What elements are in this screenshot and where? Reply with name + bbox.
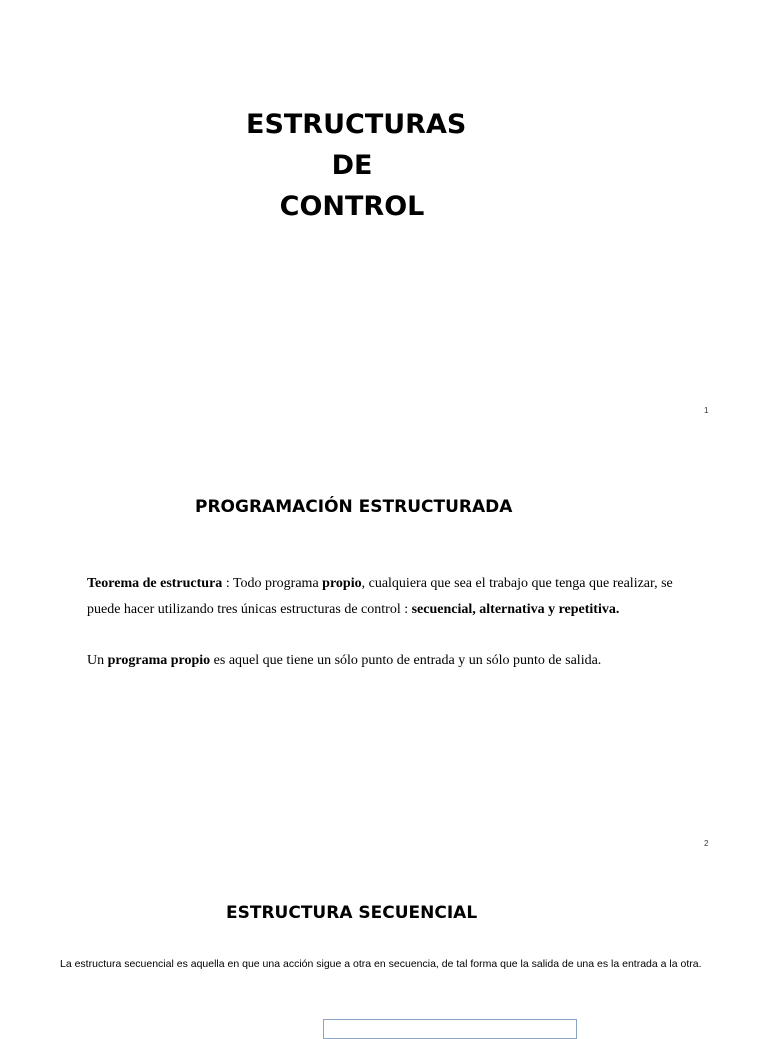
definition-text-b: es aquel que tiene un sólo punto de entrada y un sólo punto de salida. <box>210 653 602 668</box>
definition-text-a: Un <box>87 653 108 668</box>
theorem-term: Teorema de estructura <box>87 576 223 591</box>
theorem-paragraph <box>87 571 707 623</box>
diagram-box <box>323 1019 577 1039</box>
heading-estructura-secuencial: ESTRUCTURA SECUENCIAL <box>226 903 478 923</box>
definition-term: programa propio <box>107 653 211 668</box>
heading-programacion-estructurada: PROGRAMACIÓN ESTRUCTURADA <box>195 497 513 517</box>
page-number-2: 2 <box>704 839 709 848</box>
title-line-2: DE <box>331 150 373 181</box>
theorem-propio: propio <box>322 576 362 591</box>
title-line-1: ESTRUCTURAS <box>246 109 467 140</box>
page-number-1: 1 <box>704 406 709 415</box>
title-line-3: CONTROL <box>279 191 425 222</box>
theorem-text-b: , cualquiera que sea el trabajo que tenga que realizar, se puede hacer utilizando tres únicas estructuras de control : <box>87 576 673 617</box>
sequential-description: La estructura secuencial es aquella en que una acción sigue a otra en secuencia, de tal forma que la salida de una es la entrada a la otra. <box>60 958 702 970</box>
document-title <box>246 104 467 227</box>
definition-paragraph <box>87 648 707 674</box>
theorem-text-a: : Todo programa <box>222 576 323 591</box>
theorem-structures: secuencial, alternativa y repetitiva. <box>411 602 620 617</box>
